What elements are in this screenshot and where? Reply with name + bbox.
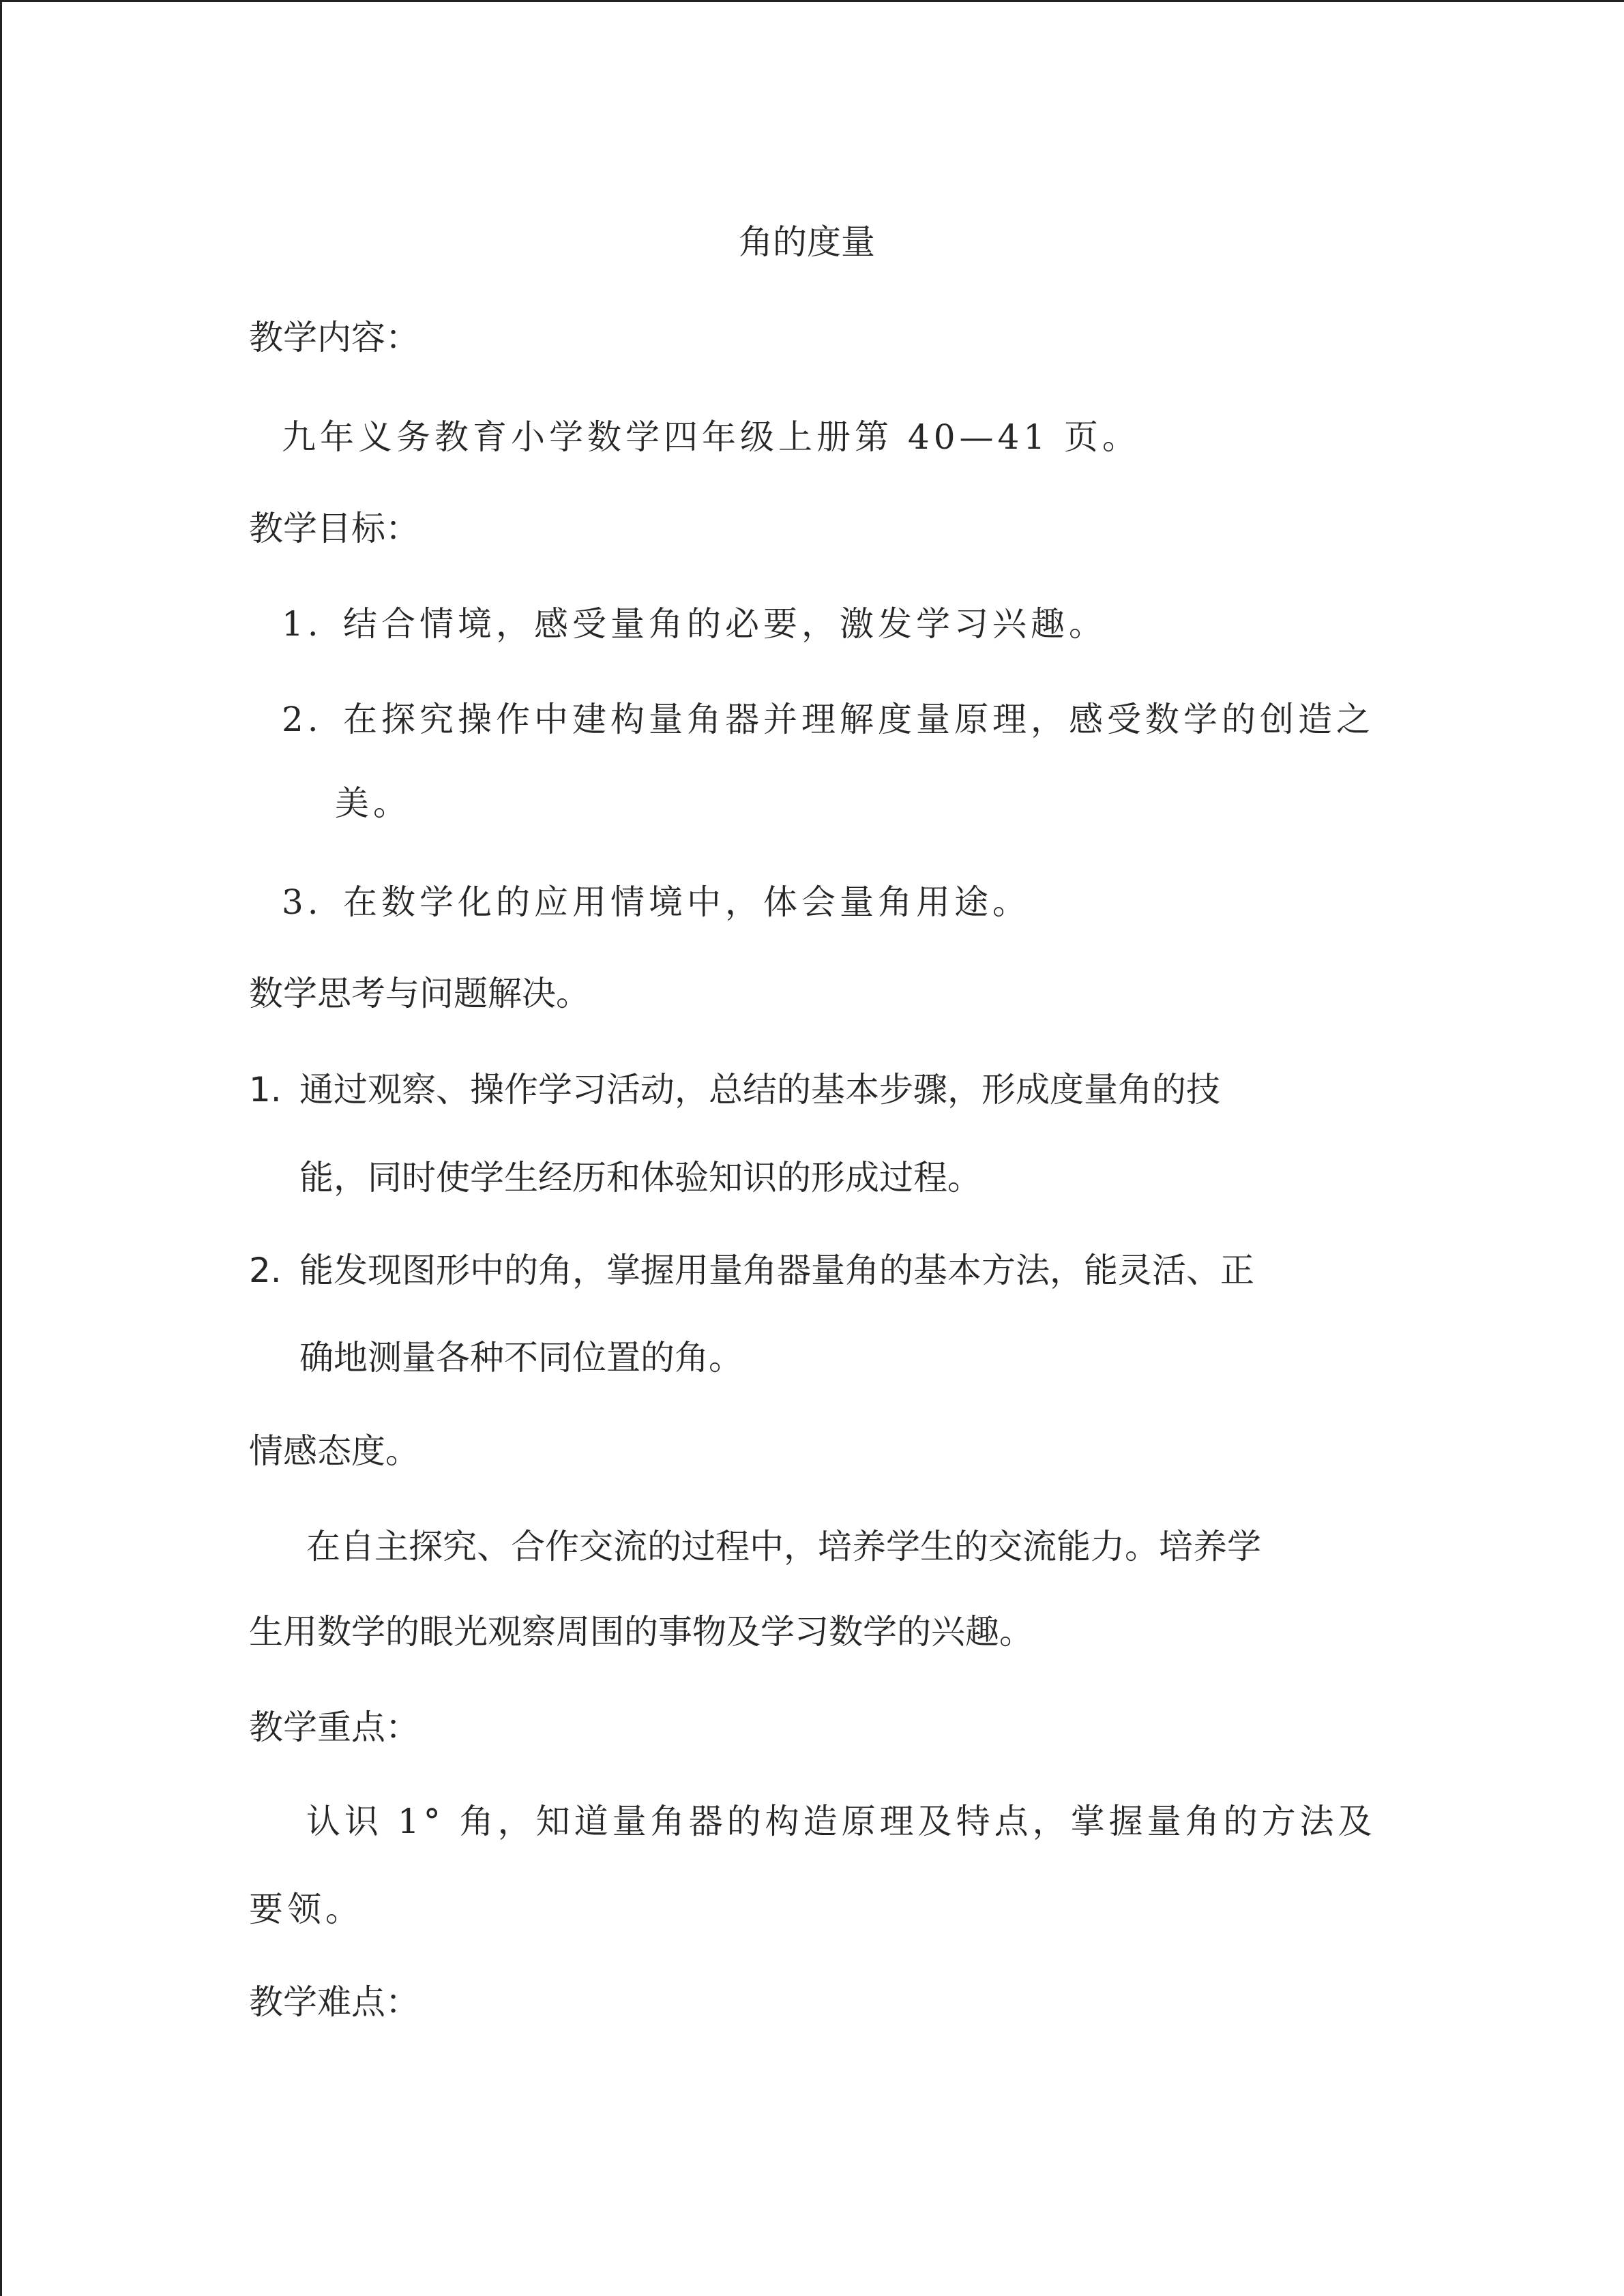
- goal-number: 3.: [282, 882, 323, 922]
- thinking-item-1-continued: 能，同时使学生经历和体验知识的形成过程。: [299, 1158, 981, 1197]
- goal-item-2-continued: 美。: [335, 784, 411, 823]
- thinking-item-2-continued: 确地测量各种不同位置的角。: [299, 1338, 743, 1377]
- attitude-heading: 情感态度。: [249, 1431, 419, 1471]
- goal-number: 2.: [282, 700, 323, 739]
- difficulty-heading: 教学难点：: [249, 1982, 419, 2022]
- thinking-item-1: [249, 1069, 1220, 1110]
- goal-item-1: [282, 603, 1107, 644]
- thinking-number: 2.: [249, 1251, 282, 1290]
- goal-item-3: [282, 882, 1031, 923]
- goal-text: 在数学化的应用情境中，体会量角用途。: [343, 882, 1031, 922]
- key-points-text: 认识 1° 角，知道量角器的构造原理及特点，掌握量角的方法及: [306, 1802, 1376, 1841]
- goal-item-2: [282, 699, 1374, 740]
- key-points-text-continued: 要领。: [249, 1890, 364, 1929]
- content-text: 九年义务教育小学数学四年级上册第 40—41 页。: [282, 417, 1141, 457]
- thinking-text: 通过观察、操作学习活动，总结的基本步骤，形成度量角的技: [299, 1070, 1220, 1109]
- attitude-text: 在自主探究、合作交流的过程中，培养学生的交流能力。培养学: [306, 1527, 1261, 1566]
- page-title: 角的度量: [739, 222, 875, 262]
- attitude-text-continued: 生用数学的眼光观察周围的事物及学习数学的兴趣。: [249, 1612, 1033, 1652]
- goal-number: 1.: [282, 604, 323, 644]
- goal-text: 在探究操作中建构量角器并理解度量原理，感受数学的创造之: [343, 700, 1374, 739]
- thinking-heading: 数学思考与问题解决。: [249, 974, 590, 1013]
- key-points-heading: 教学重点：: [249, 1708, 419, 1747]
- content-heading: 教学内容：: [249, 318, 419, 357]
- goal-text: 结合情境，感受量角的必要，激发学习兴趣。: [343, 604, 1107, 644]
- thinking-text: 能发现图形中的角，掌握用量角器量角的基本方法，能灵活、正: [299, 1251, 1254, 1290]
- thinking-item-2: [249, 1250, 1254, 1291]
- goals-heading: 教学目标：: [249, 509, 419, 548]
- thinking-number: 1.: [249, 1070, 282, 1109]
